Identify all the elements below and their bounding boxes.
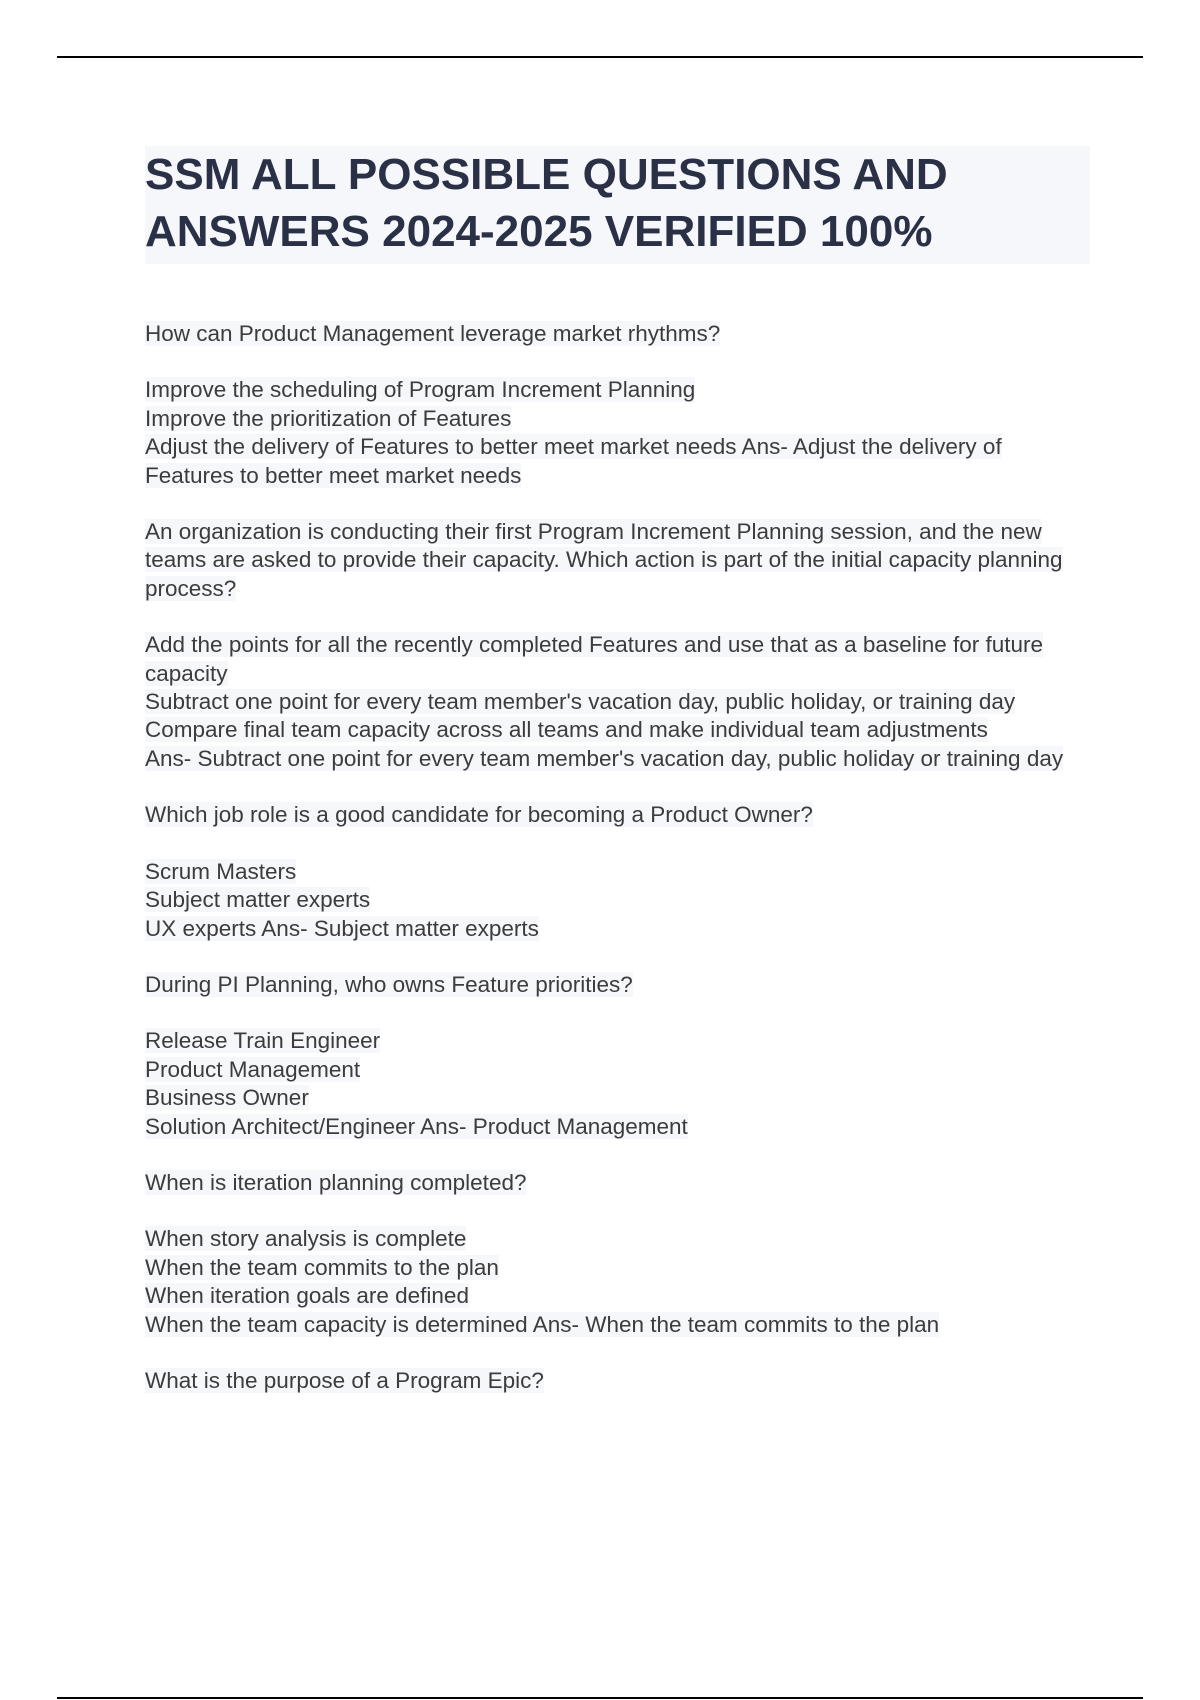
answer-options [145,376,1090,490]
qa-item [145,518,1090,773]
question-text: An organization is conducting their first Program Increment Planning session, and the new teams are asked to provide their capacity. Which action is part of the initial capacity planning process? [145,519,1063,601]
answer-option: When iteration goals are defined [145,1283,469,1309]
document-body [145,146,1090,1423]
answer-option: Release Train Engineer [145,1028,381,1054]
answer-option: Adjust the delivery of Features to better meet market needs Ans- Adjust the delivery of Features to better meet market needs [145,434,1002,488]
bottom-rule [57,1697,1143,1699]
answer-option: Improve the scheduling of Program Increment Planning [145,377,696,403]
answer-option: Scrum Masters [145,858,297,884]
qa-item [145,320,1090,490]
answer-option: Subtract one point for every team member's vacation day, public holiday, or training day [145,689,1016,715]
answer-options [145,1225,1090,1339]
answer-option: Compare final team capacity across all teams and make individual team adjustments [145,717,988,743]
question-text: Which job role is a good candidate for becoming a Product Owner? [145,802,813,828]
question-text: During PI Planning, who owns Feature priorities? [145,971,633,997]
document-title: SSM ALL POSSIBLE QUESTIONS AND ANSWERS 2024-2025 VERIFIED 100% [145,146,1090,264]
answer-option: UX experts Ans- Subject matter experts [145,915,539,941]
answer-options [145,1027,1090,1141]
answer-option: When the team capacity is determined Ans- When the team commits to the plan [145,1311,940,1337]
answer-option: When the team commits to the plan [145,1254,499,1280]
answer-option: Product Management [145,1056,361,1082]
answer-option: Business Owner [145,1085,309,1111]
question-text: When is iteration planning completed? [145,1169,527,1195]
answer-option: Improve the prioritization of Features [145,405,512,431]
top-rule [57,56,1143,58]
qa-item [145,801,1090,943]
answer-option: Ans- Subtract one point for every team member's vacation day, public holiday or training day [145,745,1064,771]
answer-options [145,858,1090,943]
answer-option: When story analysis is complete [145,1226,467,1252]
qa-item [145,971,1090,1141]
qa-item [145,1169,1090,1339]
question-text: How can Product Management leverage market rhythms? [145,321,721,346]
question-text: What is the purpose of a Program Epic? [145,1367,544,1393]
answer-option: Subject matter experts [145,887,371,913]
qa-list [145,320,1090,1395]
answer-option: Solution Architect/Engineer Ans- Product Management [145,1113,688,1139]
qa-item [145,1367,1090,1395]
answer-option: Add the points for all the recently completed Features and use that as a baseline for future capacity [145,632,1044,686]
answer-options [145,631,1090,773]
